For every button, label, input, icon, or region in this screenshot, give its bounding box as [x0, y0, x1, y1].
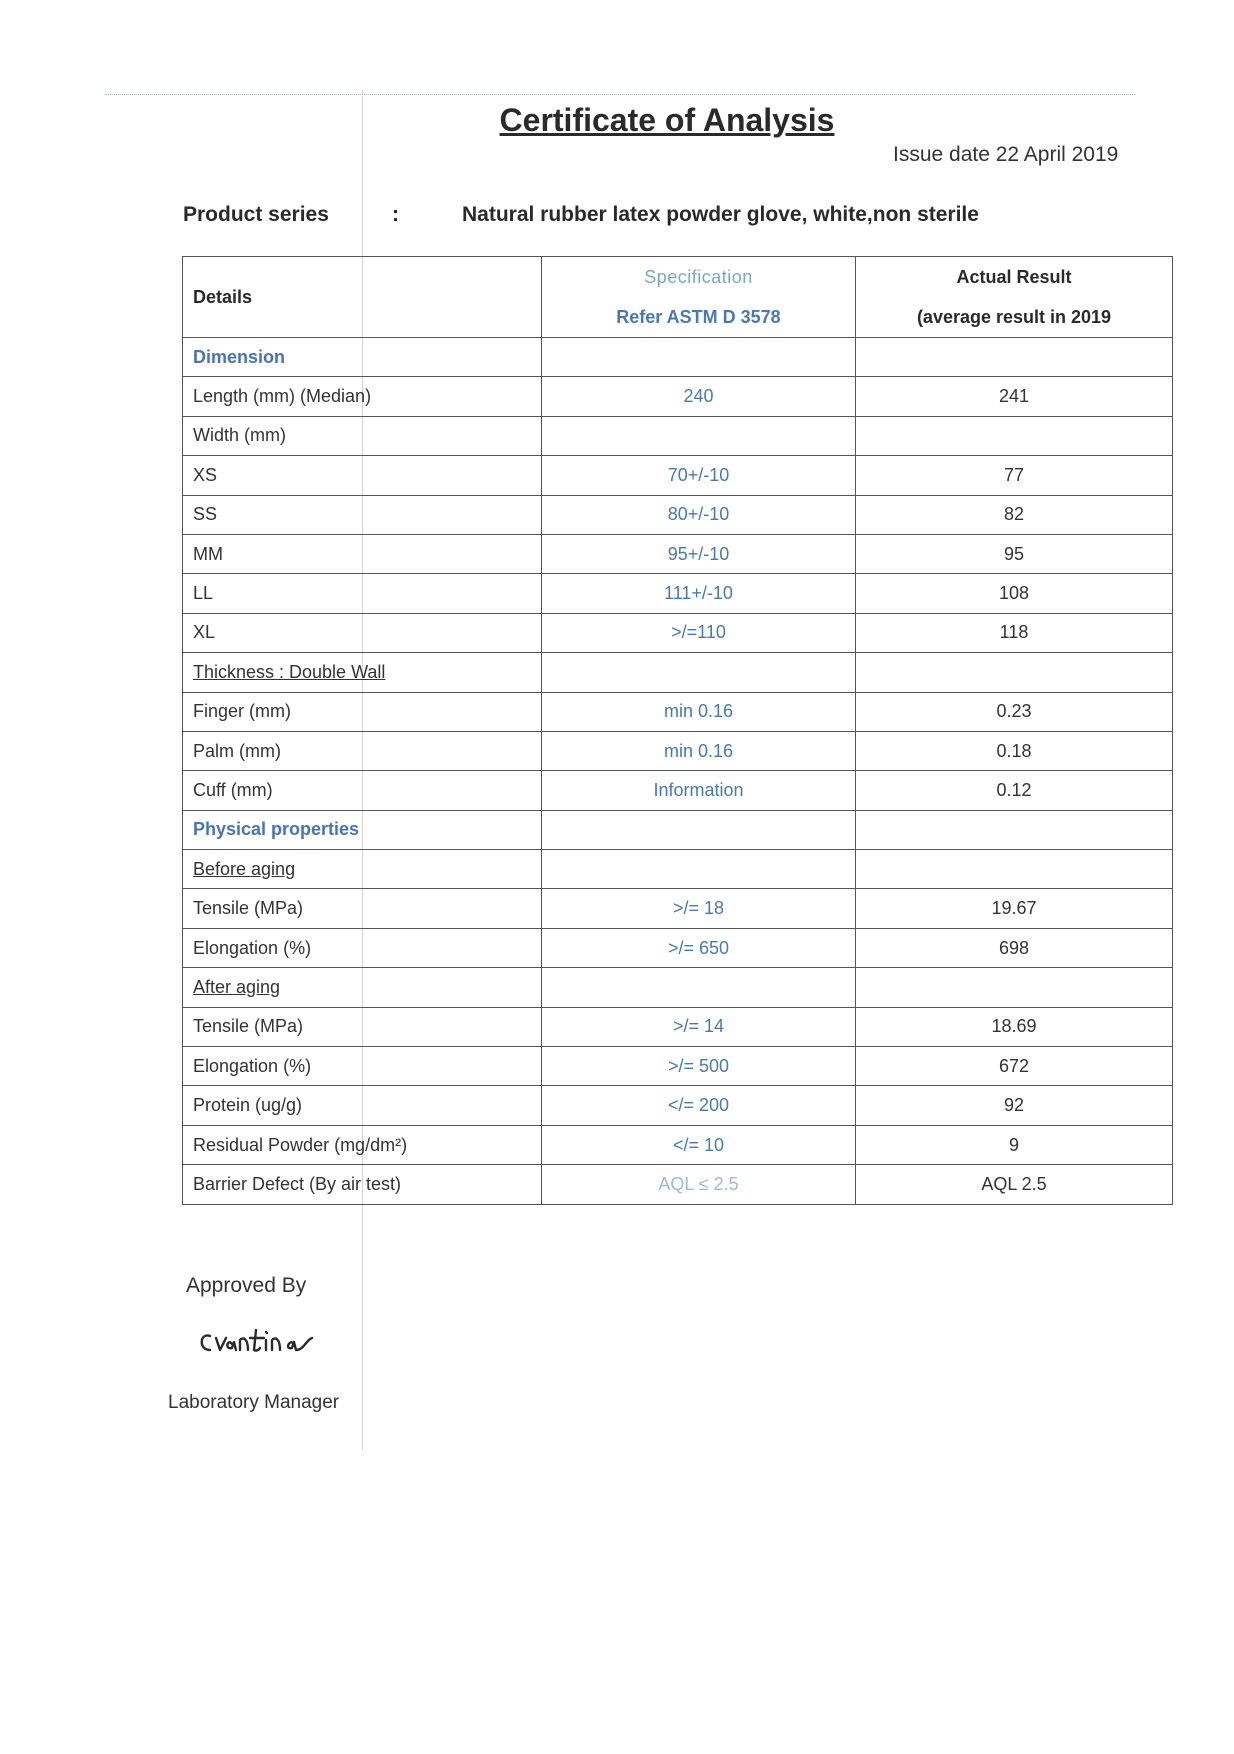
- cell-specification: [542, 416, 856, 455]
- cell-specification: AQL ≤ 2.5: [542, 1165, 856, 1204]
- cell-detail-text: Barrier Defect (By air test): [193, 1173, 402, 1194]
- cell-specification: 95+/-10: [542, 534, 856, 573]
- product-series-label: Product series: [183, 203, 329, 226]
- cell-detail: [183, 1047, 542, 1086]
- cell-detail-text: XS: [193, 464, 218, 485]
- table-row: [183, 692, 1173, 731]
- cell-actual-result: 0.23: [856, 692, 1173, 731]
- cell-specification: </= 200: [542, 1086, 856, 1125]
- cell-specification: 240: [542, 377, 856, 416]
- header-details: Details: [183, 257, 542, 338]
- cell-detail-text: Thickness : Double Wall: [193, 661, 386, 682]
- table-row: [183, 1007, 1173, 1046]
- signature-image: [194, 1310, 344, 1360]
- cell-detail-text: Finger (mm): [193, 701, 291, 722]
- cell-detail-text: Tensile (MPa): [193, 898, 304, 919]
- table-row: [183, 495, 1173, 534]
- cell-specification: [542, 338, 856, 377]
- table-row: [183, 574, 1173, 613]
- cell-specification: >/= 650: [542, 928, 856, 967]
- cell-actual-result: 77: [856, 456, 1173, 495]
- cell-actual-result: 672: [856, 1047, 1173, 1086]
- analysis-table-body: [183, 257, 1173, 1205]
- cell-detail-text: XL: [193, 622, 216, 643]
- subsection-heading: [183, 968, 542, 1007]
- cell-detail: [183, 1086, 542, 1125]
- top-rule: [105, 94, 1135, 95]
- cell-actual-result: 698: [856, 928, 1173, 967]
- table-row: [183, 850, 1173, 889]
- header-actual-title: Actual Result: [956, 267, 1072, 287]
- cell-actual-result: AQL 2.5: [856, 1165, 1173, 1204]
- cell-specification: min 0.16: [542, 731, 856, 770]
- cell-detail-text: Elongation (%): [193, 1055, 312, 1076]
- cell-specification: >/= 18: [542, 889, 856, 928]
- cell-detail: [183, 731, 542, 770]
- table-row: [183, 534, 1173, 573]
- table-row: [183, 456, 1173, 495]
- table-row: [183, 338, 1173, 377]
- cell-detail: [183, 1007, 542, 1046]
- cell-detail: [183, 1125, 542, 1164]
- table-row: [183, 653, 1173, 692]
- cell-actual-result: [856, 968, 1173, 1007]
- cell-detail-text: Physical properties: [193, 819, 360, 840]
- cell-actual-result: 18.69: [856, 1007, 1173, 1046]
- cell-specification: [542, 850, 856, 889]
- table-row: [183, 1125, 1173, 1164]
- cell-actual-result: 108: [856, 574, 1173, 613]
- cell-specification: min 0.16: [542, 692, 856, 731]
- cell-detail: [183, 456, 542, 495]
- header-specification: [542, 257, 856, 338]
- cell-actual-result: [856, 653, 1173, 692]
- table-header-row: [183, 257, 1173, 338]
- section-heading: [183, 338, 542, 377]
- table-row: [183, 1086, 1173, 1125]
- cell-actual-result: 0.12: [856, 771, 1173, 810]
- header-spec-standard: Refer ASTM D 3578: [616, 307, 781, 327]
- issue-date: Issue date 22 April 2019: [893, 143, 1119, 166]
- table-row: [183, 771, 1173, 810]
- table-row: [183, 416, 1173, 455]
- cell-detail-text: Residual Powder (mg/dm²): [193, 1134, 408, 1155]
- table-row: [183, 1165, 1173, 1204]
- document-title: Certificate of Analysis: [499, 102, 835, 138]
- table-row: [183, 613, 1173, 652]
- cell-detail-text: Dimension: [193, 346, 286, 367]
- cell-detail-text: MM: [193, 543, 223, 564]
- cell-actual-result: [856, 416, 1173, 455]
- cell-detail-text: Cuff (mm): [193, 779, 273, 800]
- cell-detail-text: LL: [193, 583, 214, 604]
- product-series-colon: :: [392, 203, 399, 226]
- product-series-value: Natural rubber latex powder glove, white,non sterile: [462, 203, 979, 226]
- cell-detail: [183, 377, 542, 416]
- cell-detail: [183, 889, 542, 928]
- table-row: [183, 1047, 1173, 1086]
- cell-actual-result: 0.18: [856, 731, 1173, 770]
- cell-detail: [183, 613, 542, 652]
- cell-actual-result: 95: [856, 534, 1173, 573]
- table-row: [183, 377, 1173, 416]
- cell-detail: [183, 1165, 542, 1204]
- cell-actual-result: [856, 338, 1173, 377]
- header-spec-title: Specification: [644, 267, 753, 287]
- cell-detail-text: Elongation (%): [193, 937, 312, 958]
- cell-detail: [183, 416, 542, 455]
- subsection-heading: [183, 850, 542, 889]
- cell-specification: </= 10: [542, 1125, 856, 1164]
- cell-detail: [183, 495, 542, 534]
- cell-specification: Information: [542, 771, 856, 810]
- cell-actual-result: 92: [856, 1086, 1173, 1125]
- cell-specification: 80+/-10: [542, 495, 856, 534]
- cell-specification: >/= 14: [542, 1007, 856, 1046]
- cell-detail: [183, 928, 542, 967]
- cell-detail-text: Protein (ug/g): [193, 1095, 303, 1116]
- cell-specification: >/=110: [542, 613, 856, 652]
- cell-detail-text: Width (mm): [193, 425, 286, 446]
- section-heading: [183, 810, 542, 849]
- cell-specification: [542, 810, 856, 849]
- cell-detail-text: SS: [193, 504, 218, 525]
- cell-detail-text: Palm (mm): [193, 740, 281, 761]
- cell-detail-text: Before aging: [193, 858, 296, 879]
- table-row: [183, 968, 1173, 1007]
- cell-specification: [542, 968, 856, 1007]
- cell-specification: 111+/-10: [542, 574, 856, 613]
- cell-detail: [183, 692, 542, 731]
- cell-specification: >/= 500: [542, 1047, 856, 1086]
- cell-detail: [183, 534, 542, 573]
- cell-actual-result: 19.67: [856, 889, 1173, 928]
- table-row: [183, 889, 1173, 928]
- table-row: [183, 810, 1173, 849]
- subsection-heading: [183, 653, 542, 692]
- cell-actual-result: 9: [856, 1125, 1173, 1164]
- laboratory-manager-label: Laboratory Manager: [168, 1392, 340, 1413]
- cell-detail-text: Length (mm) (Median): [193, 386, 372, 407]
- cell-actual-result: [856, 850, 1173, 889]
- cell-actual-result: [856, 810, 1173, 849]
- cell-detail-text: After aging: [193, 976, 281, 997]
- cell-detail: [183, 574, 542, 613]
- cell-specification: 70+/-10: [542, 456, 856, 495]
- table-row: [183, 928, 1173, 967]
- header-actual-note: (average result in 2019: [916, 307, 1112, 327]
- cell-actual-result: 241: [856, 377, 1173, 416]
- cell-actual-result: 82: [856, 495, 1173, 534]
- table-row: [183, 731, 1173, 770]
- cell-detail-text: Tensile (MPa): [193, 1016, 304, 1037]
- header-actual-result: [856, 257, 1173, 338]
- cell-specification: [542, 653, 856, 692]
- analysis-table: [182, 256, 1173, 1205]
- cell-detail: [183, 771, 542, 810]
- cell-actual-result: 118: [856, 613, 1173, 652]
- approved-by-label: Approved By: [186, 1274, 307, 1297]
